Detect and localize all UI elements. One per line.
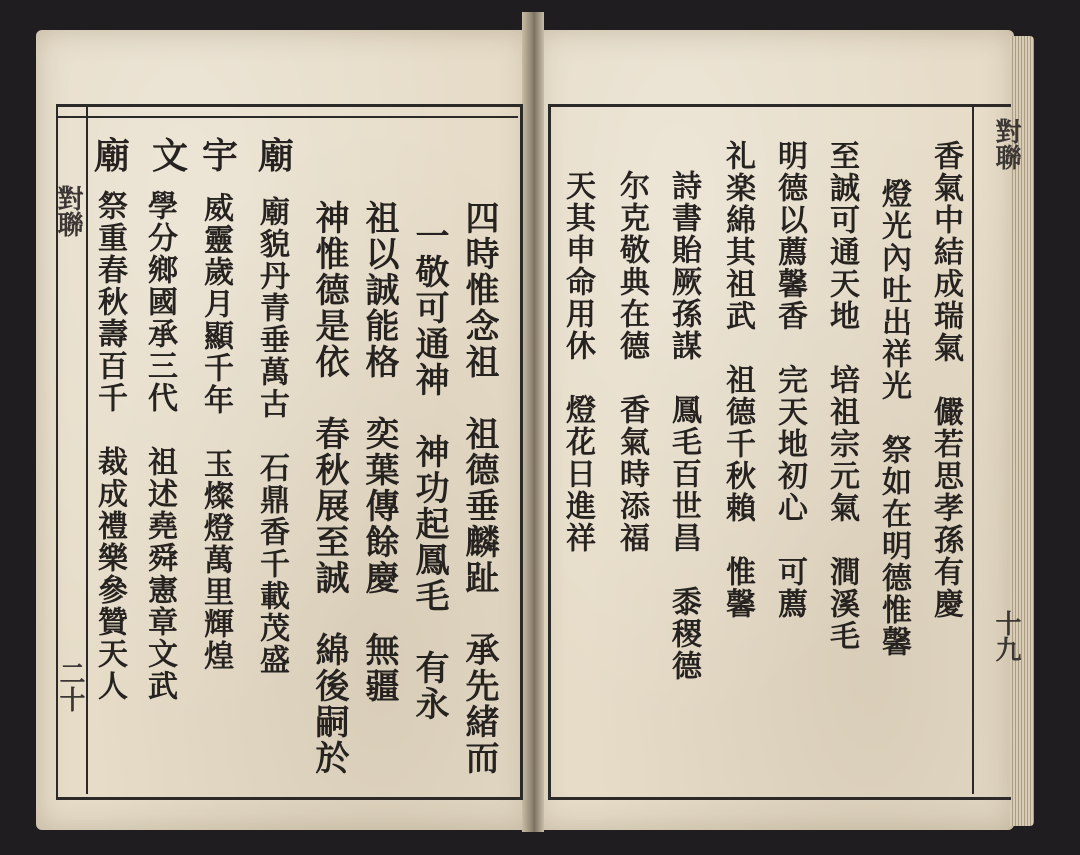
header-yu: 宇 [202, 135, 239, 177]
right-column-3: 至誠可通天地 培祖宗元氣 澗溪毛 [824, 140, 859, 652]
left-page-number: 二十 [55, 660, 85, 712]
left-column-6: 威靈歲月顯千年 玉燦燈萬里輝煌 [198, 192, 233, 672]
header-temple-right: 廟 [258, 135, 295, 177]
left-column-2: 一敬可通神 神功起鳳毛 有永 [409, 218, 449, 722]
left-column-3: 祖以誠能格 奕葉傳餘慶 無疆 [359, 200, 399, 704]
right-column-7: 尔克敬典在德 香氣時添福 [614, 170, 649, 554]
right-column-1: 香氣中結成瑞氣 儼若思孝孫有慶 [928, 140, 963, 620]
left-column-4: 神惟德是依 春秋展至誠 綿後嗣於 [309, 200, 349, 776]
header-wen: 文 [152, 135, 189, 177]
right-column-5: 礼楽綿其祖武 祖德千秋賴 惟馨 [720, 140, 755, 620]
left-top-rule [56, 116, 518, 118]
left-column-1: 四時惟念祖 祖德垂麟趾 承先緒而 [459, 200, 499, 776]
left-column-8: 祭重春秋壽百千 裁成禮樂參贊天人 [92, 190, 127, 702]
right-column-6: 詩書貽厥孫謀 鳳毛百世昌 黍稷德 [666, 170, 701, 682]
right-column-2: 燈光內吐出祥光 祭如在明德惟馨 [876, 178, 911, 658]
right-margin-rule [972, 104, 974, 794]
right-margin-label: 對聯 [991, 118, 1021, 170]
right-column-4: 明德以薦馨香 完天地初心 可薦 [772, 140, 807, 620]
right-page-number: 十九 [991, 610, 1021, 662]
left-column-7: 學分鄉國承三代 祖述堯舜憲章文武 [142, 190, 177, 702]
left-column-5: 廟貌丹青垂萬古 石鼎香千載茂盛 [254, 196, 289, 676]
left-margin-label: 對聯 [53, 185, 83, 237]
header-temple-left: 廟 [94, 135, 131, 177]
right-column-8: 天其申命用休 燈花日進祥 [560, 170, 595, 554]
book-gutter [522, 12, 544, 832]
